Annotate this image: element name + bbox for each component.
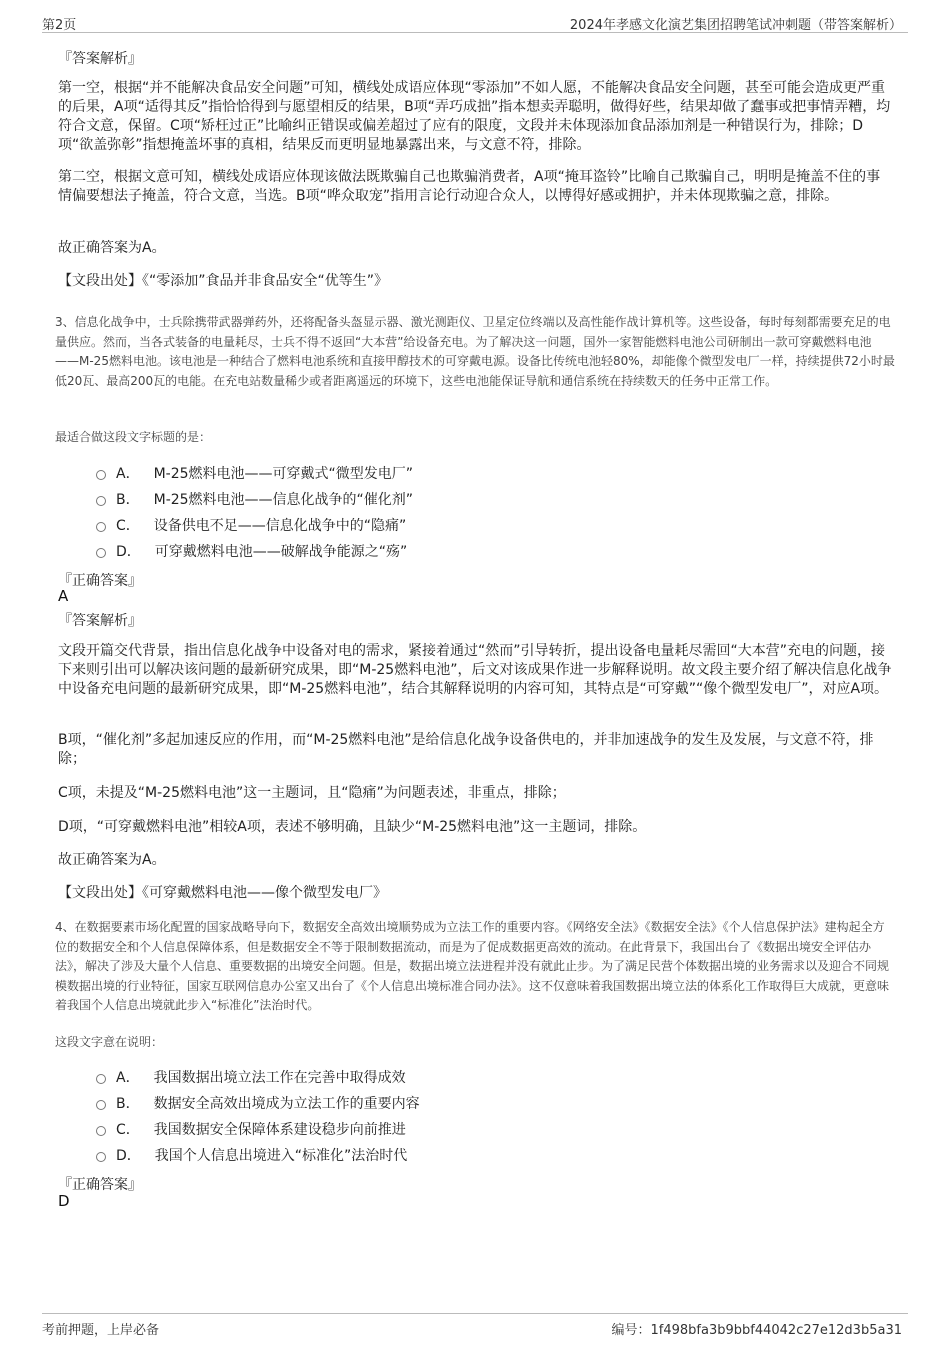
document-title: 2024年孝感文化演艺集团招聘笔试冲刺题（带答案解析） — [569, 18, 902, 33]
q3-conclusion: 故正确答案为A。 — [58, 852, 166, 868]
q3-analysis-label: 『答案解析』 — [58, 613, 142, 629]
q3-correct-label: 『正确答案』 — [58, 573, 142, 589]
radio-icon[interactable] — [96, 1100, 106, 1110]
radio-icon[interactable] — [96, 1152, 106, 1162]
q3-option-d[interactable] — [96, 541, 407, 561]
radio-icon[interactable] — [96, 548, 106, 558]
q4-option-b[interactable] — [96, 1093, 420, 1113]
option-text: 我国数据出境立法工作在完善中取得成效 — [153, 1070, 406, 1086]
q3-source: 【文段出处】《可穿戴燃料电池——像个微型发电厂》 — [58, 885, 387, 901]
option-text: 可穿戴燃料电池——破解战争能源之“殇” — [154, 544, 408, 560]
q2-conclusion: 故正确答案为A。 — [58, 240, 166, 256]
q3-analysis-paragraph-2: B项，“催化剂”多起加速反应的作用，而“M-25燃料电池”是给信息化战争设备供电的，并非加速战争的发生及发展，与文意不符，排除； — [58, 732, 874, 767]
page-number: 第2页 — [42, 18, 77, 33]
q3-stem: 3、信息化战争中，士兵除携带武器弹药外，还将配备头盔显示器、激光测距仪、卫星定位终端以及高性能作战计算机等。这些设备，每时每刻都需要充足的电量供应。然而，当各式装备的电量耗尽，士兵不得不返回“大本营”给设备充电。为了解决这一问题，国外一家智能燃料电池公司研制出一款可穿戴燃料电池——M-25燃料电池。该电池是一种结合了燃料电池系统和直接甲醇技术的可穿戴电源。设备比传统电池轻80%，却能像个微型发电厂一样，持续提供72小时最低20瓦、最高200瓦的电能。在充电站数量稀少或者距离遥远的环境下，这些电池能保证导航和通信系统在持续数天的任务中正常工作。 — [55, 315, 895, 388]
radio-icon[interactable] — [96, 1074, 106, 1084]
q3-option-a[interactable] — [96, 463, 413, 483]
q4-stem: 4、在数据要素市场化配置的国家战略导向下，数据安全高效出境顺势成为立法工作的重要内容。《网络安全法》《数据安全法》《个人信息保护法》建构起全方位的数据安全和个人信息保障体系，但是数据安全不等于限制数据流动，而是为了促成数据更高效的流动。在此背景下，我国出台了《数据出境安全评估办法》，解决了涉及大量个人信息、重要数据的出境安全问题。但是，数据出境立法进程并没有就此止步。为了满足民营个体数据出境的业务需求以及迎合不同规模数据出境的行业特征，国家互联网信息办公室又出台了《个人信息出境标准合同办法》。这不仅意味着我国数据出境立法的体系化工作取得巨大成就，更意味着我国个人信息出境就此步入“标准化”法治时代。 — [55, 920, 890, 1012]
q3-analysis-paragraph-3: C项，未提及“M-25燃料电池”这一主题词，且“隐痛”为问题表述，非重点，排除； — [58, 785, 566, 801]
option-text: 数据安全高效出境成为立法工作的重要内容 — [153, 1096, 420, 1112]
q2-analysis-label: 『答案解析』 — [58, 51, 142, 67]
option-text: 设备供电不足——信息化战争中的“隐痛” — [153, 518, 407, 534]
option-text: 我国数据安全保障体系建设稳步向前推进 — [153, 1122, 406, 1138]
option-text: M-25燃料电池——信息化战争的“催化剂” — [153, 492, 414, 508]
option-letter: D． — [116, 544, 141, 560]
page-footer — [42, 1313, 908, 1340]
radio-icon[interactable] — [96, 522, 106, 532]
q2-source: 【文段出处】《“零添加”食品并非食品安全“优等生”》 — [58, 273, 389, 289]
option-text: M-25燃料电池——可穿戴式“微型发电厂” — [153, 466, 414, 482]
option-letter: C． — [116, 518, 140, 534]
q4-option-c[interactable] — [96, 1119, 406, 1139]
q3-analysis-paragraph-4: D项，“可穿戴燃料电池”相较A项，表述不够明确，且缺少“M-25燃料电池”这一主题词，排除。 — [58, 819, 647, 835]
q3-correct-answer: A — [58, 587, 69, 605]
radio-icon[interactable] — [96, 496, 106, 506]
option-text: 我国个人信息出境进入“标准化”法治时代 — [154, 1148, 408, 1164]
option-letter: C． — [116, 1122, 140, 1138]
option-letter: A． — [116, 1070, 140, 1086]
q4-correct-answer: D — [58, 1192, 70, 1210]
q2-analysis-paragraph-1: 第一空，根据“并不能解决食品安全问题”可知，横线处成语应体现“零添加”不如人愿，不能解决食品安全问题，甚至可能会造成更严重的后果，A项“适得其反”指恰恰得到与愿望相反的结果，B项“弄巧成拙”指本想卖弄聪明，做得好些，结果却做了蠢事或把事情弄糟，均符合文意，保留。C项“矫枉过正”比喻纠正错误或偏差超过了应有的限度，文段并未体现添加食品添加剂是一种错误行为，排除；D项“欲盖弥彰”指想掩盖坏事的真相，结果反而更明显地暴露出来，与文意不符，排除。 — [58, 80, 891, 153]
q4-question: 这段文字意在说明： — [55, 1035, 164, 1049]
q4-correct-label: 『正确答案』 — [58, 1177, 142, 1193]
q2-analysis-paragraph-2: 第二空，根据文意可知，横线处成语应体现该做法既欺骗自己也欺骗消费者，A项“掩耳盗铃”比喻自己欺骗自己，明明是掩盖不住的事情偏要想法子掩盖，符合文意，当选。B项“哗众取宠”指用言论行动迎合众人，以博得好感或拥护，并未体现欺骗之意，排除。 — [58, 169, 881, 204]
q3-option-b[interactable] — [96, 489, 413, 509]
option-letter: A． — [116, 466, 140, 482]
footer-slogan: 考前押题，上岸必备 — [42, 1323, 160, 1338]
document-id: 编号：1f498bfa3b9bbf44042c27e12d3b5a31 — [611, 1323, 902, 1338]
q4-option-d[interactable] — [96, 1145, 407, 1165]
q3-question: 最适合做这段文字标题的是： — [55, 430, 212, 444]
q3-analysis-paragraph-1: 文段开篇交代背景，指出信息化战争中设备对电的需求，紧接着通过“然而”引导转折，提出设备电量耗尽需回“大本营”充电的问题，接下来则引出可以解决该问题的最新研究成果，即“M-25燃料电池”，后文对该成果作进一步解释说明。故文段主要介绍了解决信息化战争中设备充电问题的最新研究成果，即“M-25燃料电池”，结合其解释说明的内容可知，其特点是“可穿戴”“像个微型发电厂”，对应A项。 — [58, 643, 892, 697]
page-header — [42, 12, 908, 33]
option-letter: B． — [116, 492, 140, 508]
q4-option-a[interactable] — [96, 1067, 406, 1087]
radio-icon[interactable] — [96, 470, 106, 480]
option-letter: D． — [116, 1148, 141, 1164]
option-letter: B． — [116, 1096, 140, 1112]
q3-option-c[interactable] — [96, 515, 406, 535]
radio-icon[interactable] — [96, 1126, 106, 1136]
